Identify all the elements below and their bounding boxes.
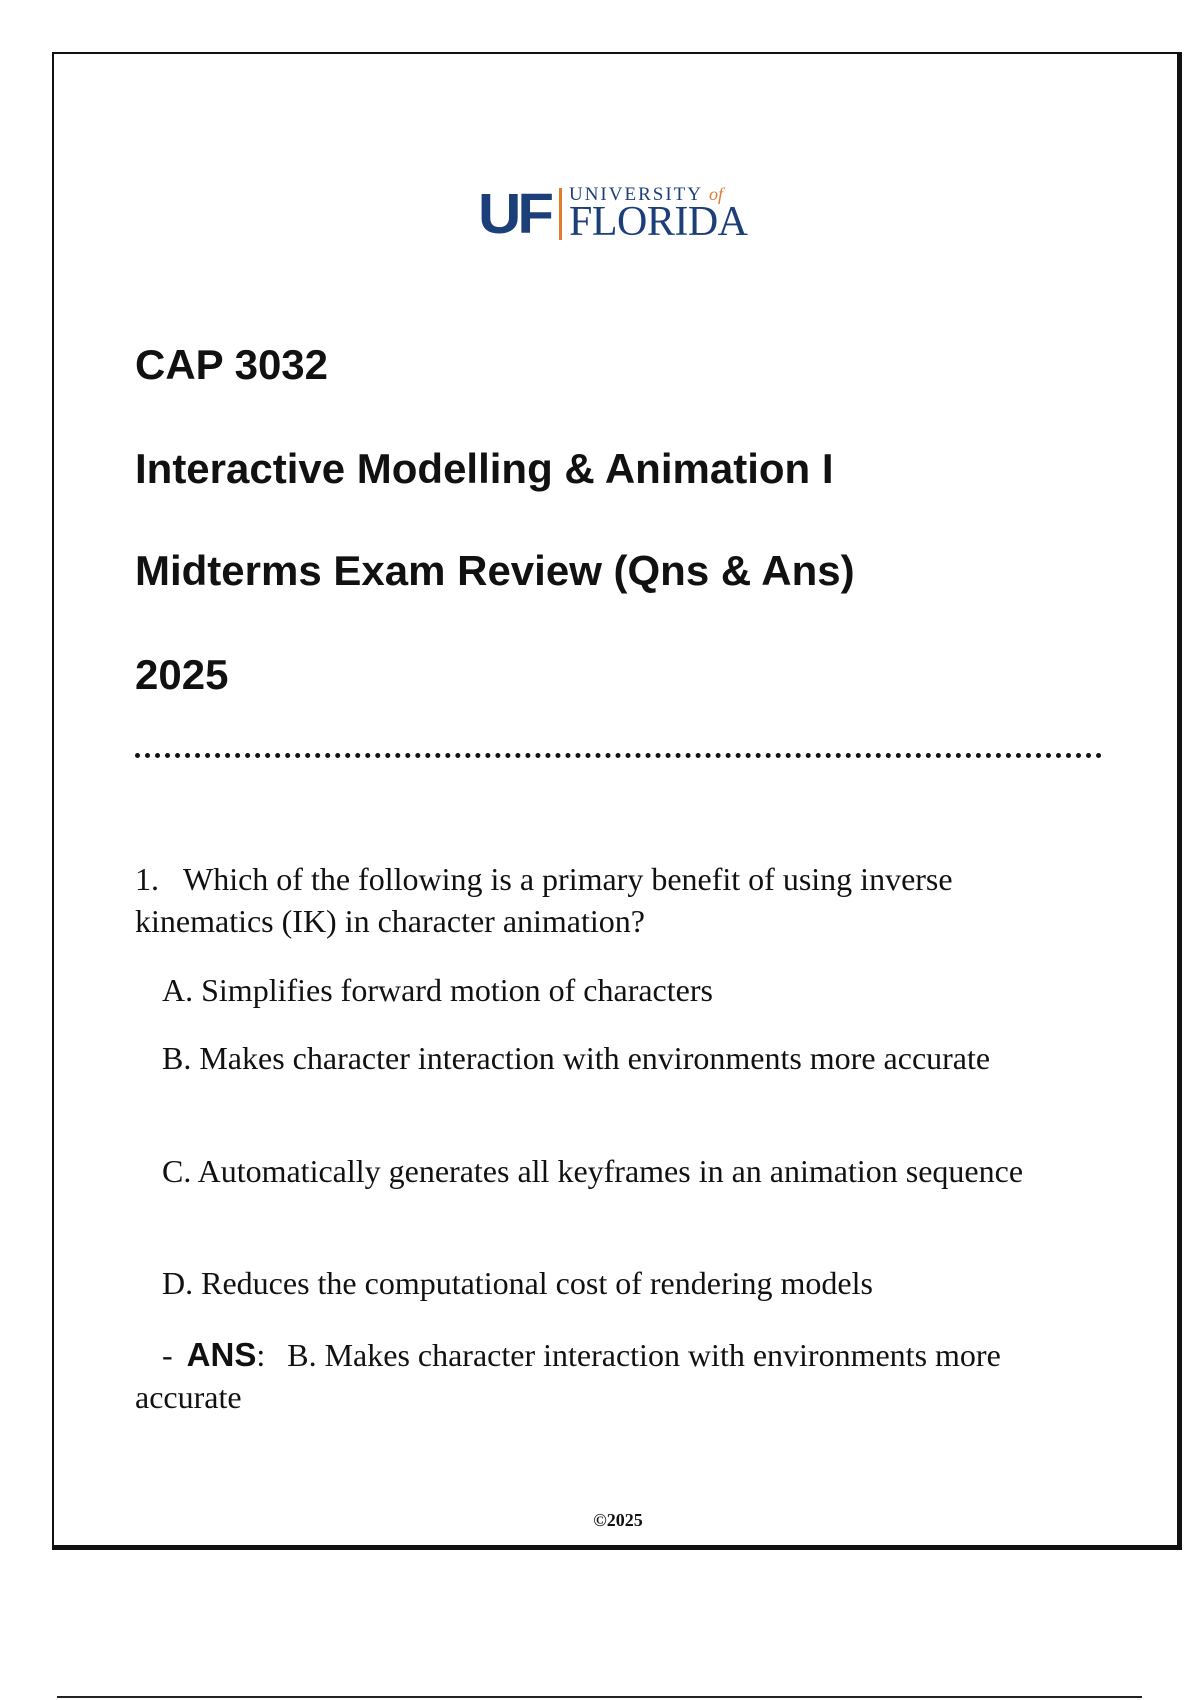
question-text: Which of the following is a primary benefit of using inverse kinematics (IK) in character animation?: [135, 861, 953, 939]
logo-divider: [559, 188, 562, 240]
uf-logo: [478, 181, 748, 246]
option-c: C. Automatically generates all keyframes in an animation sequence: [162, 1153, 1024, 1189]
question-number: 1.: [135, 861, 159, 897]
course-name: Interactive Modelling & Animation I: [135, 445, 834, 492]
answer-text: B. Makes character interaction with environments more accurate: [135, 1337, 1001, 1415]
document-year: 2025: [135, 651, 229, 698]
course-code: CAP 3032: [135, 341, 329, 388]
option-a: A. Simplifies forward motion of characters: [162, 972, 713, 1008]
logo-uf-mark: UF: [478, 181, 550, 246]
answer-dash: -: [162, 1337, 173, 1373]
answer-label: ANS: [186, 1336, 257, 1373]
logo-of: of: [709, 184, 724, 204]
copyright-footer: ©2025: [593, 1510, 643, 1530]
logo-wordmark: [568, 184, 748, 245]
bottom-divider: [57, 1696, 1142, 1698]
document-subtitle: Midterms Exam Review (Qns & Ans): [135, 547, 855, 594]
logo-florida: FLORIDA: [568, 199, 748, 245]
answer-colon: :: [256, 1337, 266, 1373]
option-d: D. Reduces the computational cost of rendering models: [162, 1265, 873, 1301]
option-b: B. Makes character interaction with environments more accurate: [162, 1040, 991, 1076]
question-stem: [135, 858, 1080, 942]
answer: [135, 1334, 1080, 1418]
dotted-divider: [135, 753, 1102, 758]
logo-university: UNIVERSITY: [568, 184, 703, 205]
page-frame: [52, 52, 1182, 1550]
